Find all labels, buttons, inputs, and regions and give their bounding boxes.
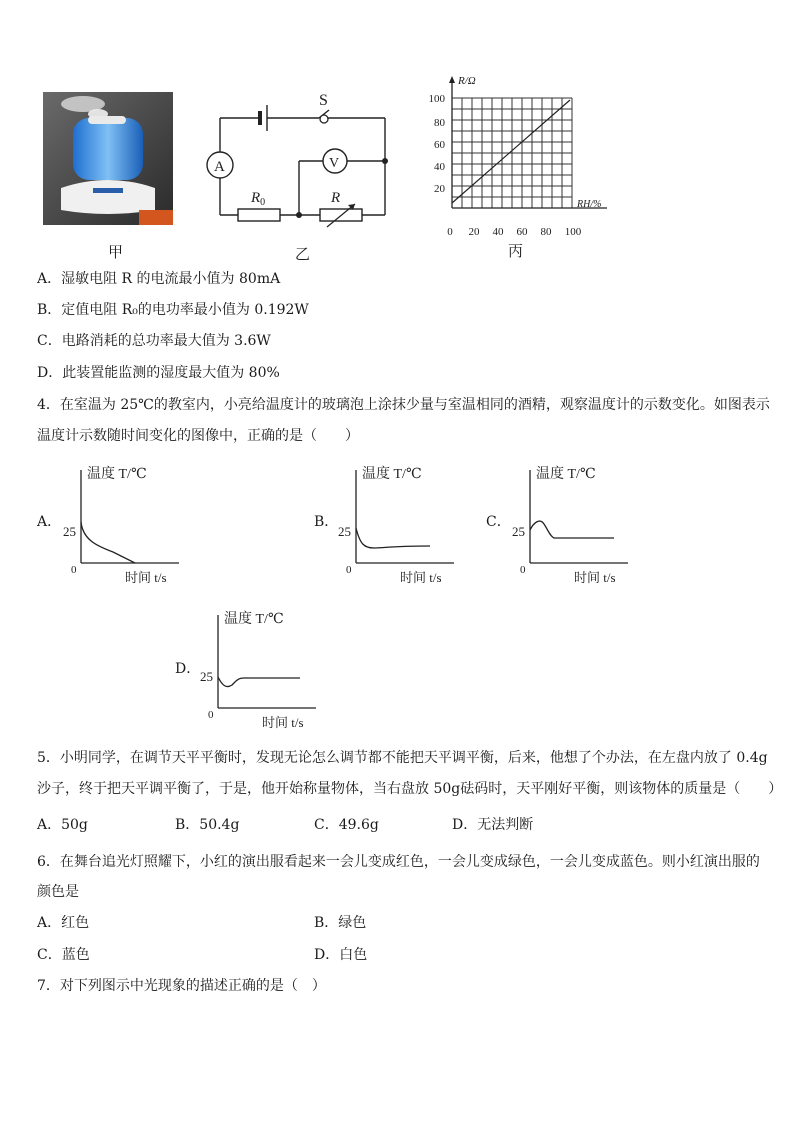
q4-graph-d — [192, 605, 322, 731]
circuit-diagram — [195, 88, 405, 228]
q6-stem-line2: 颜色是 — [37, 884, 79, 900]
x-axis-label: RH/% — [577, 199, 602, 210]
q4-origin: 0 — [71, 564, 77, 576]
q4-y-label: 温度 T/℃ — [362, 467, 422, 482]
q4-option-a-label: A． — [37, 514, 62, 530]
q5-option-a: A．50g — [37, 817, 88, 833]
q3-option-c: C．电路消耗的总功率最大值为 3.6W — [37, 333, 271, 349]
q4-y-label: 温度 T/℃ — [224, 612, 284, 627]
q4-tick-25: 25 — [338, 524, 351, 539]
resistance-humidity-graph — [425, 70, 625, 242]
q4-stem-line2: 温度计示数随时间变化的图像中，正确的是（ ） — [37, 428, 359, 444]
ammeter-label: A — [214, 159, 225, 175]
q4-x-label: 时间 t/s — [262, 715, 304, 730]
q4-x-label: 时间 t/s — [125, 570, 167, 585]
q3-option-b: B．定值电阻 R₀的电功率最小值为 0.192W — [37, 302, 309, 318]
q6-option-a: A．红色 — [37, 915, 90, 931]
x-tick-label: 40 — [492, 226, 504, 238]
humidifier-photo — [43, 92, 173, 225]
x-tick-label: 60 — [516, 226, 528, 238]
q6-option-c: C．蓝色 — [37, 947, 90, 963]
y-axis-label: R/Ω — [458, 75, 476, 87]
x-tick-label: 0 — [447, 226, 453, 238]
q4-origin: 0 — [346, 564, 352, 576]
y-tick-label: 60 — [434, 139, 445, 151]
switch-icon — [319, 110, 329, 123]
q4-x-label: 时间 t/s — [574, 570, 616, 585]
q4-tick-25: 25 — [512, 524, 525, 539]
x-tick-label: 20 — [468, 226, 480, 238]
q5-option-b: B．50.4g — [175, 817, 240, 833]
q4-x-label: 时间 t/s — [400, 570, 442, 585]
q5-option-d: D．无法判断 — [452, 817, 534, 833]
x-tick-label: 80 — [540, 226, 552, 238]
y-tick-label: 100 — [428, 93, 445, 105]
q4-y-label: 温度 T/℃ — [87, 467, 147, 482]
q4-option-c-label: C． — [486, 514, 511, 530]
q3-option-d: D．此装置能监测的湿度最大值为 80% — [37, 365, 280, 381]
q4-graph-b — [330, 460, 460, 586]
q4-tick-25: 25 — [63, 524, 76, 539]
figure-yi-label: 乙 — [295, 245, 311, 263]
q4-origin: 0 — [520, 564, 526, 576]
r-label: R — [331, 190, 341, 206]
voltmeter-label: V — [329, 156, 340, 171]
q4-option-d-label: D． — [175, 661, 201, 677]
q4-tick-25: 25 — [200, 669, 213, 684]
q4-graph-c — [504, 460, 634, 586]
q4-stem-line1: 4．在室温为 25℃的教室内，小亮给温度计的玻璃泡上涂抹少量与室温相同的酒精，观察温度计的示数变化。如图表示 — [37, 397, 770, 413]
q4-y-label: 温度 T/℃ — [536, 467, 596, 482]
y-tick-label: 20 — [434, 183, 445, 195]
q4-option-b-label: B． — [314, 514, 339, 530]
y-tick-label: 80 — [434, 117, 445, 129]
r0-subscript: 0 — [260, 197, 266, 208]
q6-option-d: D．白色 — [314, 947, 368, 963]
figure-jia-label: 甲 — [108, 243, 124, 261]
q5-stem-line1: 5．小明同学，在调节天平平衡时，发现无论怎么调节都不能把天平调平衡，后来，他想了个办法，在左盘内放了 0.4g — [37, 750, 768, 766]
x-tick-label: 100 — [564, 226, 582, 238]
svg-text:R0 — [250, 190, 265, 208]
r0-label: R — [251, 190, 261, 206]
q3-option-a: A．湿敏电阻 R 的电流最小值为 80mA — [37, 271, 281, 287]
switch-label: S — [319, 92, 328, 109]
y-tick-label: 40 — [434, 161, 445, 173]
figure-bing-label: 丙 — [508, 242, 524, 260]
r0-resistor-icon — [238, 209, 280, 221]
q5-option-c: C．49.6g — [314, 817, 379, 833]
q5-stem-line2: 沙子，终于把天平调平衡了，于是，他开始称量物体，当右盘放 50g砝码时，天平刚好平衡，则该物体的质量是（ ） — [37, 781, 783, 797]
q6-stem-line1: 6．在舞台追光灯照耀下，小红的演出服看起来一会儿变成红色，一会儿变成绿色，一会儿变成蓝色。则小红演出服的 — [37, 854, 760, 870]
q4-origin: 0 — [208, 709, 214, 721]
q4-graph-a — [55, 460, 185, 586]
q6-option-b: B．绿色 — [314, 915, 367, 931]
q7-stem-line1: 7．对下列图示中光现象的描述正确的是（ ） — [37, 978, 326, 994]
